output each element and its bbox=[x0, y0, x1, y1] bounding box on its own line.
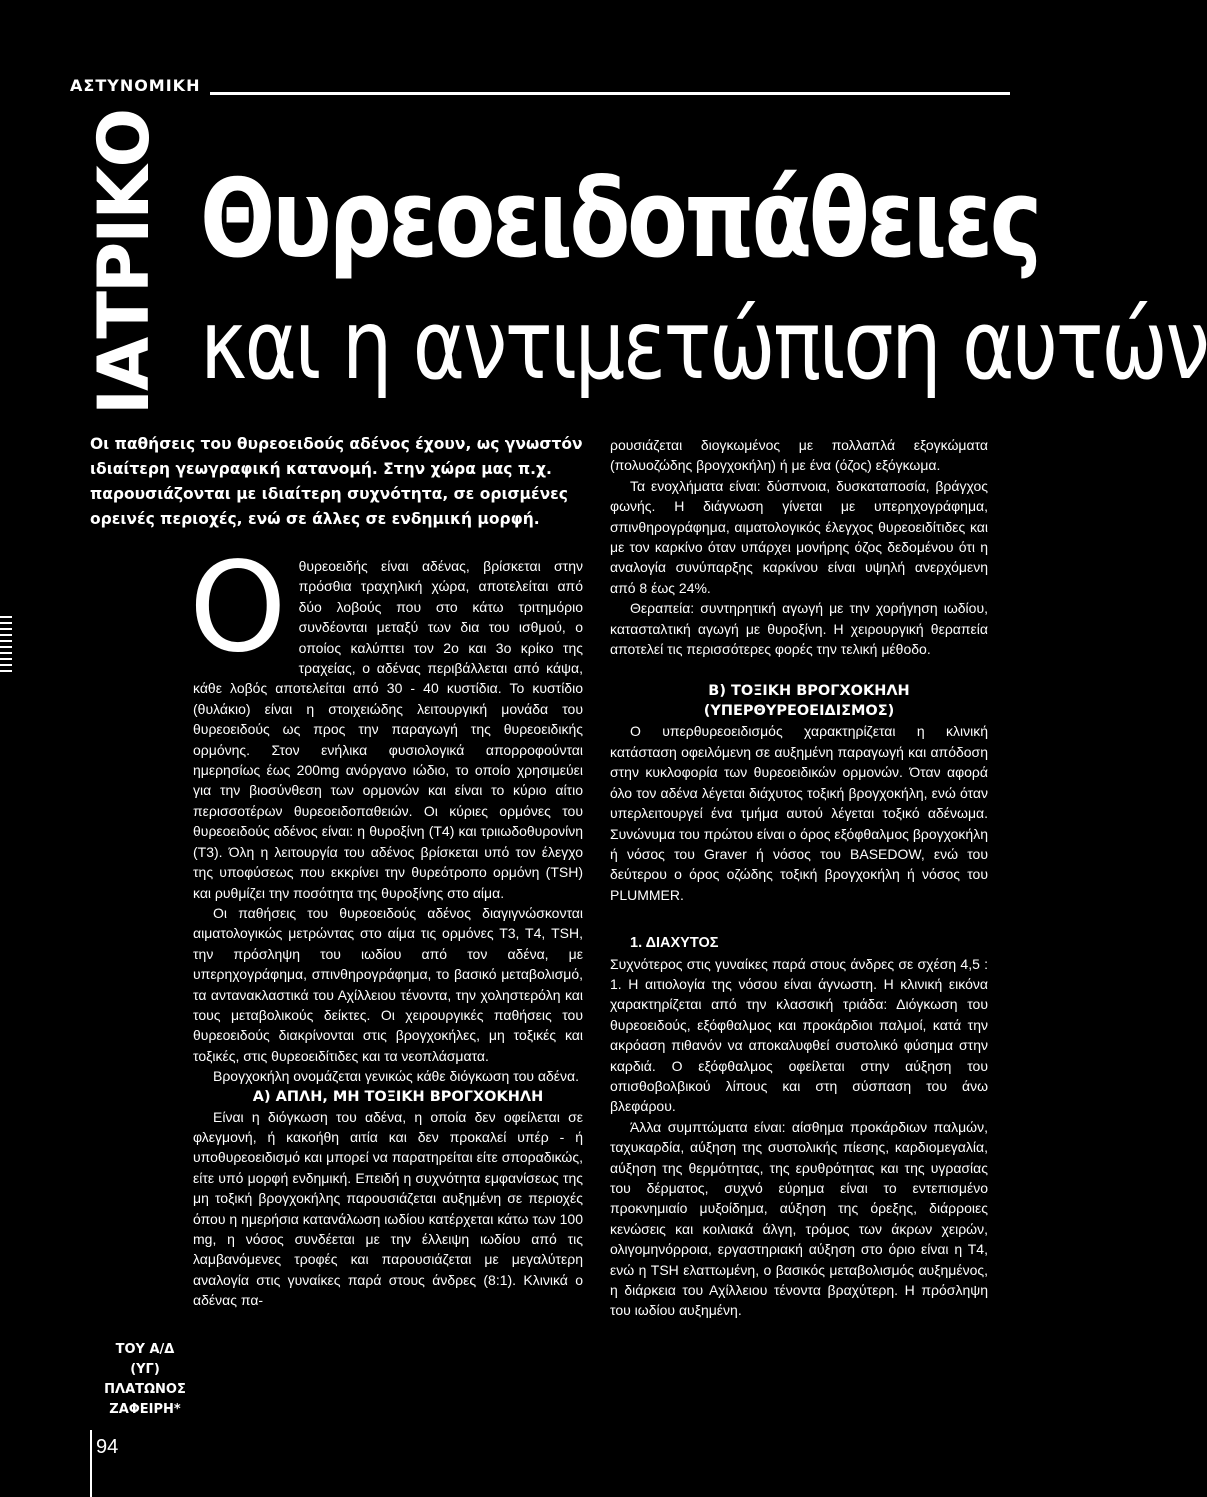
subheading-diffuse: 1. ΔΙΑΧΥΤΟΣ bbox=[630, 935, 719, 952]
section-heading-a: Α) ΑΠΛΗ, ΜΗ ΤΟΞΙΚΗ ΒΡΟΓΧΟΚΗΛΗ bbox=[252, 1088, 544, 1105]
author-first-name: ΠΛΑΤΩΝΟΣ bbox=[104, 1382, 186, 1397]
header-rule bbox=[210, 92, 1010, 95]
paragraph: Συχνότερος στις γυναίκες παρά στους άνδρες σε σχέση 4,5 : 1. Η αιτιολογία της νόσου είναι άγνωστη. Η κλινική εικόνα χαρακτηρίζεται από την κλασσική τριάδα: Διόγκωση του θυρεοειδούς, εξόφθαλμος και προκάρδιοι παλμοί, κατά την ακρόαση πιθανόν να αποκαλυφθεί συστολικό φύσημα στην καρδιά. Ο εξόφθαλμος οφείλεται στην αύξηση του οπισθοβολβικού λίπους και στη σύσπαση του άνω βλεφάρου. bbox=[610, 955, 988, 1115]
section-heading-b: Β) ΤΟΞΙΚΗ ΒΡΟΓΧΟΚΗΛΗ (ΥΠΕΡΘΥΡΕΟΕΙΔΙΣΜΟΣ) bbox=[703, 683, 910, 720]
dropcap: Ο bbox=[189, 536, 287, 680]
paragraph: θυρεοειδής είναι αδένας, βρίσκεται στην πρόσθια τραχηλική χώρα, αποτελείται από δύο λοβούς που στο κάτω τριτημόριο συνδέονται μεταξύ των δια του ισθμού, ο οποίος καλύπτει τον 2ο και 3ο κρίκο της τραχείας, ο αδένας περιβάλλεται από κάψα, κάθε λοβός αποτελείται από 30 - 40 κυστίδια. Το κυστίδιο (θυλάκιο) είναι η στοιχειώδης λειτουργική μονάδα του θυρεοειδούς ως προς την παραγωγή της θυρεοειδικής ορμόνης. Στον ενήλικα φυσιολογικά απορροφούνται ημερησίως έως 200mg ανόργανο ιώδιο, το οποίο χρησιμεύει για την βιοσύνθεση των ορμονών και είναι το κύριο αίτιο περισσοτέρων θυρεοειδοπαθειών. Οι κύριες ορμόνες του θυρεοειδούς αδένος είναι: η θυροξίνη (Τ4) και τριιωδοθυρονίνη (Τ3). Όλη η λειτουργία του αδένος βρίσκεται υπό τον έλεγχο της υποφύσεως που εκκρίνει την θυρεότροπο ορμόνη (TSH) και ρυθμίζει την ποσότητα της θυροξίνης στο αίμα. bbox=[193, 558, 583, 901]
article-column-middle bbox=[189, 536, 583, 1311]
edge-marks bbox=[0, 612, 12, 672]
paragraph: Θεραπεία: συντηρητική αγωγή με την χορήγηση ιωδίου, κατασταλτική αγωγή με θυροξίνη. Η χειρουργική θεραπεία αποτελεί τις περισσότερες φορές την τελική μέθοδο. bbox=[610, 600, 988, 658]
footer-rule bbox=[90, 1430, 92, 1497]
side-label-text: ΙΑΤΡΙΚΟ bbox=[83, 109, 165, 415]
article-intro: Οι παθήσεις του θυρεοειδούς αδένος έχουν, ως γνωστόν ιδιαίτερη γεωγραφική κατανομή. Στην χώρα μας π.χ. παρουσιάζονται με ιδιαίτερη συχνότητα, σε ορισμένες ορεινές περιοχές, ενώ σε άλλες σε ενδημική μορφή. bbox=[90, 435, 583, 528]
paragraph: ρουσιάζεται διογκωμένος με πολλαπλά εξογκώματα (πολυοζώδης βρογχοκήλη) ή με ένα (όζος) εξόγκωμα. bbox=[610, 437, 988, 474]
section-label: ΑΣΤΥΝΟΜΙΚΗ bbox=[70, 76, 201, 95]
article-title: Θυρεοειδοπάθειες bbox=[200, 157, 1039, 282]
author-last-name: ΖΑΦΕΙΡΗ* bbox=[109, 1402, 181, 1417]
author-rank: ΤΟΥ Α/Δ (ΥΓ) bbox=[115, 1342, 175, 1377]
side-label bbox=[83, 109, 165, 420]
paragraph: Βρογχοκήλη ονομάζεται γενικώς κάθε διόγκωση του αδένα. bbox=[213, 1068, 580, 1085]
page-number: 94 bbox=[96, 1436, 119, 1458]
author-byline bbox=[100, 1340, 190, 1420]
paragraph: Άλλα συμπτώματα είναι: αίσθημα προκάρδιων παλμών, ταχυκαρδία, αύξηση της συστολικής πίεσης, καρδιομεγαλία, αύξηση της θερμότητας, της ερυθρότητας και της υγρασίας του δέρματος, συχνό εύρημα είναι το εντεπισμένο προκνημιαίο μυξοίδημα, αύξηση της όρεξης, διάρροιες κενώσεις και κοιλιακά άλγη, τρόμος των άκρων χειρών, ολιγομηνόρροια, εργαστηριακή αύξηση στο όριο είναι η Τ4, ενώ η TSH ελαττωμένη, ο βασικός μεταβολισμός αυξημένος, η διάρκεια του Αχίλλειου τένοντα βραχύτερη. Η πρόσληψη του ιωδίου αυξημένη. bbox=[610, 1118, 988, 1319]
paragraph: Τα ενοχλήματα είναι: δύσπνοια, δυσκαταποσία, βράγχος φωνής. Η διάγνωση γίνεται με υπερηχογράφημα, σπινθηρογράφημα, αιματολογικός έλεγχος θυρεοειδίτιδες και με τον καρκίνο όταν υπάρχει μονήρης όζος δεδομένου ότι η αναλογία συνύπαρξης καρκίνου είναι υψηλή ανερχόμενη από 8 έως 24%. bbox=[610, 477, 988, 596]
paragraph: Οι παθήσεις του θυρεοειδούς αδένος διαγιγνώσκονται αιματολογικώς μετρώντας στο αίμα τις ορμόνες Τ3, Τ4, TSH, την πρόσληψη του ιωδίου από τον αδένα, με υπερηχογράφημα, σπινθηρογράφημα, το βασικό μεταβολισμό, τα αντανακλαστικά του Αχίλλειου τένοντα, την χοληστερόλη και τους μεταβολικούς δείκτες. Οι χειρουργικές παθήσεις του θυρεοειδούς διακρίνονται στις βρογχοκήλες, μη τοξικές και τοξικές, στις θυρεοειδίτιδες και τα νεοπλάσματα. bbox=[193, 904, 583, 1064]
paragraph: Ο υπερθυρεοειδισμός χαρακτηρίζεται η κλινική κατάσταση οφειλόμενη σε αυξημένη παραγωγή και απόδοση στην κυκλοφορία των θυρεοειδικών ορμονών. Όταν αφορά όλο τον αδένα λέγεται διάχυτος τοξική βρογχοκήλη, ενώ όταν υπερλειτουργεί ένα τμήμα αυτού λέγεται τοξικό αδένωμα. Συνώνυμα του πρώτου είναι ο όρος εξόφθαλμος βρογχοκήλη ή νόσος του Graver ή νόσος του BASEDOW, ενώ του δεύτερου ο όρος οζώδης τοξική βρογχοκήλη ή νόσος του PLUMMER. bbox=[610, 723, 988, 903]
paragraph: Είναι η διόγκωση του αδένα, η οποία δεν οφείλεται σε φλεγμονή, ή κακοήθη αιτία και δεν προκαλεί υπέρ - ή υποθυρεοειδισμό και μπορεί να παρατηρείται είτε σποραδικώς, είτε υπό μορφή ενδημική. Επειδή η συχνότητα εμφανίσεως της μη τοξική βρογχοκήλης παρουσιάζεται αυξημένη σε περιοχές όπου η ημερήσια κατανάλωση ιωδίου κατέρχεται κάτω των 100 mg, η νόσος συνδέεται με την έλλειψη ιωδίου από τις λαμβανόμενες τροφές και παρουσιάζεται με μεγαλύτερη αναλογία στις γυναίκες παρά στους άνδρες (8:1). Κλινικά ο αδένας πα- bbox=[193, 1108, 583, 1309]
article-subtitle: και η αντιμετώπιση αυτών bbox=[200, 289, 1207, 401]
article-column-right bbox=[610, 435, 988, 1321]
